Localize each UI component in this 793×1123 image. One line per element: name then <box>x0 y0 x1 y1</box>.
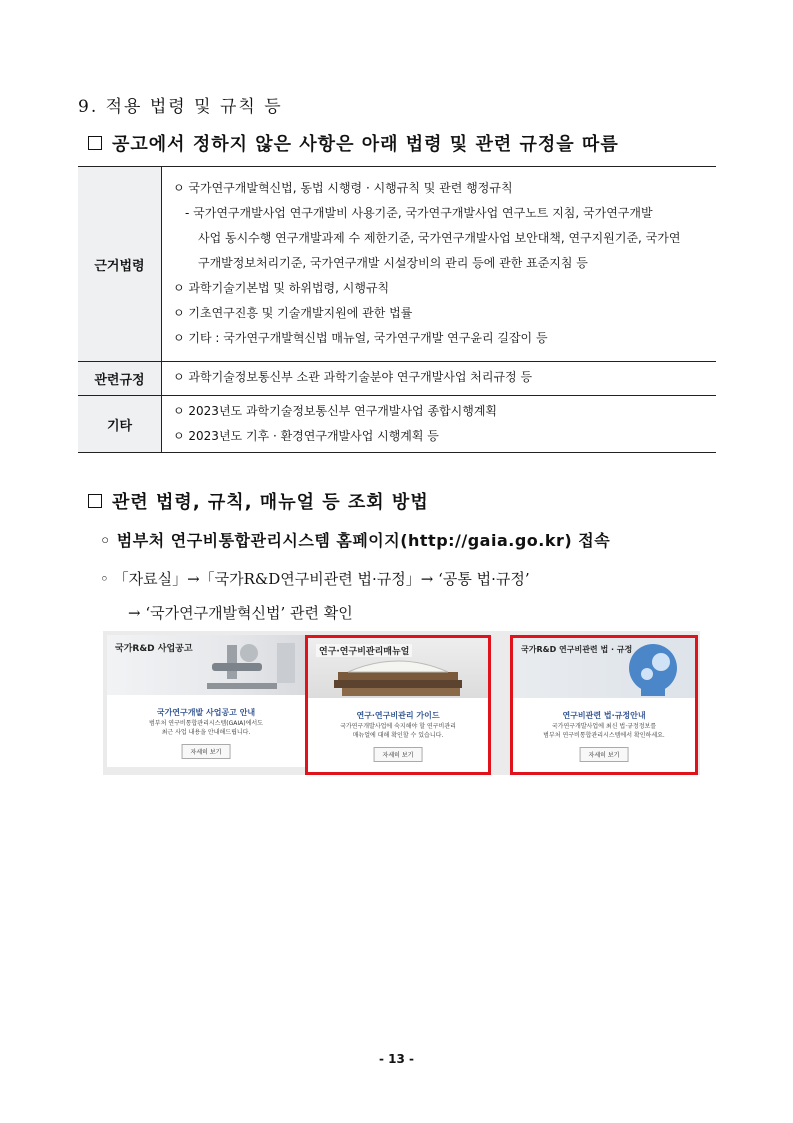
view-more-button[interactable]: 자세히 보기 <box>580 747 629 762</box>
list-item: ㅇ 과학기술기본법 및 하위법령, 시행규칙 <box>173 281 390 295</box>
table-row <box>78 167 716 362</box>
card-image <box>513 638 695 698</box>
row-content-legal-basis <box>162 167 717 362</box>
card-law-regulation[interactable] <box>510 635 698 775</box>
view-more-button[interactable]: 자세히 보기 <box>374 747 423 762</box>
card-business-notice[interactable] <box>107 635 305 767</box>
checkbox-square-icon <box>88 494 102 508</box>
box-heading-1-text: 공고에서 정하지 않은 사항은 아래 법령 및 관련 규정을 따름 <box>112 134 619 155</box>
card-description: 국가연구개발사업에 최신 법·규정정보를 <box>551 723 657 730</box>
list-item: ㅇ 2023년도 기후 · 환경연구개발사업 시행계획 등 <box>173 429 439 443</box>
box-heading-2 <box>88 488 429 514</box>
row-label-related-rules: 관련규정 <box>78 362 162 396</box>
card-title: 연구·연구비관리 가이드 <box>356 711 440 720</box>
list-item: 구개발정보처리기준, 국가연구개발 시설장비의 관리 등에 관한 표준지침 등 <box>198 256 588 270</box>
card-description: 최근 사업 내용을 안내해드립니다. <box>161 729 251 736</box>
card-research-guide[interactable] <box>305 635 491 775</box>
card-description: 국가연구개발사업에 숙지해야 할 연구비관리 <box>340 723 456 730</box>
card-description: 범부처 연구비통합관리시스템에서 확인하세요. <box>543 732 665 739</box>
card-title: 연구비관련 법·규정안내 <box>562 711 646 720</box>
card-image-label: 국가R&D 사업공고 <box>115 644 193 654</box>
table-row <box>78 362 716 396</box>
card-description: 범부처 연구비통합관리시스템(GAIA)에서도 <box>149 720 263 727</box>
table-row <box>78 396 716 453</box>
list-item: ㅇ 기초연구진흥 및 기술개발지원에 관한 법률 <box>173 306 413 320</box>
list-item: 사업 동시수행 연구개발과제 수 제한기준, 국가연구개발사업 보안대책, 연구지원기준, 국가연 <box>198 231 681 245</box>
card-image-label: 연구·연구비관리매뉴얼 <box>316 644 412 657</box>
list-item: - 국가연구개발사업 연구개발비 사용기준, 국가연구개발사업 연구노트 지침, 국가연구개발 <box>185 206 653 220</box>
box-heading-2-text: 관련 법령, 규칙, 매뉴얼 등 조회 방법 <box>112 492 429 513</box>
box-heading-1 <box>88 130 619 156</box>
card-image-label: 국가R&D 연구비관련 법 · 규정 <box>521 645 633 654</box>
list-item: ㅇ 2023년도 과학기술정보통신부 연구개발사업 종합시행계획 <box>173 404 498 418</box>
card-image <box>107 635 305 695</box>
checkbox-square-icon <box>88 136 102 150</box>
list-item: ㅇ 기타 : 국가연구개발혁신법 매뉴얼, 국가연구개발 연구윤리 길잡이 등 <box>173 331 548 345</box>
row-content-related-rules <box>162 362 717 396</box>
navigation-path-line-2: → ‘국가연구개발혁신법’ 관련 확인 <box>128 604 353 622</box>
list-item: ㅇ 과학기술정보통신부 소관 과학기술분야 연구개발사업 처리규정 등 <box>173 370 533 384</box>
law-table <box>78 166 716 453</box>
view-more-button[interactable]: 자세히 보기 <box>182 744 231 759</box>
row-content-other <box>162 396 717 453</box>
navigation-path-line: ◦ 「자료실」→「국가R&D연구비관련 법·규정」→ ‘공통 법·규정’ <box>100 570 530 588</box>
page-number: - 13 - <box>378 1052 414 1066</box>
row-label-other: 기타 <box>78 396 162 453</box>
list-item: ㅇ 국가연구개발혁신법, 동법 시행령 · 시행규칙 및 관련 행정규칙 <box>173 181 513 195</box>
row-label-legal-basis: 근거법령 <box>78 167 162 362</box>
card-title: 국가연구개발 사업공고 안내 <box>156 708 256 717</box>
card-image <box>308 638 488 698</box>
card-description: 매뉴얼에 대해 확인할 수 있습니다. <box>352 732 444 739</box>
section-title: 9. 적용 법령 및 규칙 등 <box>78 97 283 117</box>
gaia-access-line: ◦ 범부처 연구비통합관리시스템 홈페이지(http://gaia.go.kr) 접속 <box>100 531 611 550</box>
gaia-screenshot-panel <box>103 631 700 775</box>
